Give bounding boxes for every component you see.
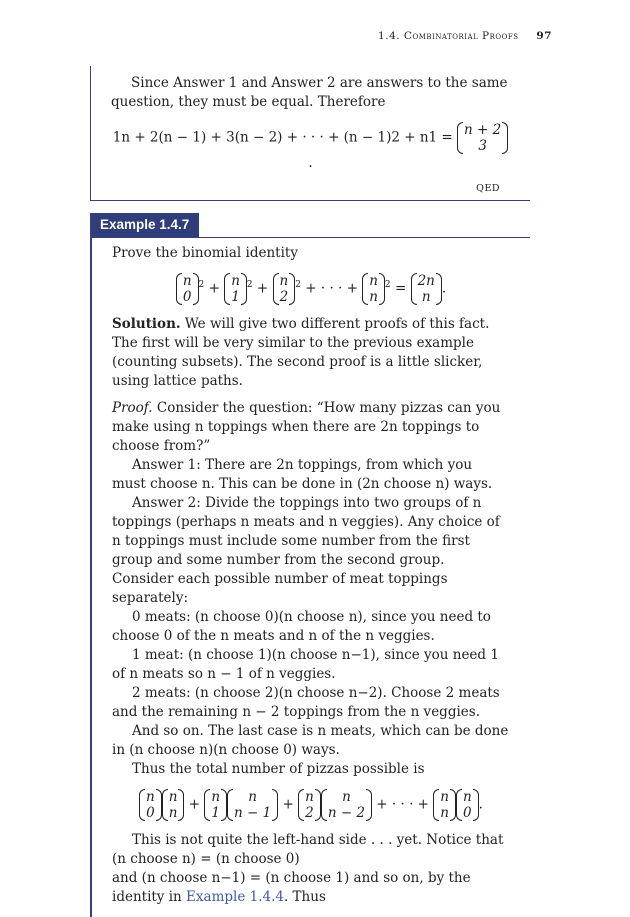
binomial: n 2 [273, 273, 296, 305]
binomial: n 2 [298, 789, 321, 821]
binomial: n n [433, 789, 456, 821]
closing-line-2 [112, 869, 510, 907]
identity-equation: n 0 $^2$ + n 1 $^2$ + n 2 $^2$ + · · · + n n $^2$ = 2n n . [112, 273, 510, 305]
example-label: Example 1.4.7 [92, 213, 199, 237]
section-title: 1.4. Combinatorial Proofs [378, 30, 519, 42]
example-frame [90, 213, 530, 917]
binom-bottom: 0 [182, 289, 192, 305]
binom-bottom: 3 [478, 138, 487, 154]
binomial: n n [362, 273, 385, 305]
solution-text: We will give two different proofs of this fact. The first will be very similar to the previous example (counting subsets). The second proof is a little slicker, using lattice paths. [112, 316, 490, 389]
binomial: n 0 [456, 789, 479, 821]
binom-bottom: 1 [231, 289, 240, 305]
case-2-meats: 2 meats: (n choose 2)(n choose n−2). Choose 2 meats and the remaining n − 2 toppings from the n veggies. [112, 685, 500, 720]
binomial: n 1 [224, 273, 247, 305]
binom-bottom: n [421, 289, 431, 305]
binomial: n n − 2 [321, 789, 372, 821]
proof-frame [90, 66, 530, 201]
binomial [457, 122, 508, 154]
proof-paragraph [112, 399, 510, 456]
answer2: Answer 2: Divide the toppings into two groups of n toppings (perhaps n meats and n veggies). Any choice of n toppings must include some number from the first group and some number from the second group. Consider each possible number of meat toppings separately: [112, 495, 500, 606]
closing-line-1: This is not quite the left-hand side . . . yet. Notice that (n choose n) = (n choose 0) [112, 832, 504, 867]
binom-top: n + 2 [464, 122, 502, 138]
closing-text: and (n choose n−1) = (n choose 1) and so on, by the identity in [112, 870, 471, 905]
conclusion-paragraph: Since Answer 1 and Answer 2 are answers to the same question, they must be equal. Therefore [111, 75, 508, 110]
case-0-meats: 0 meats: (n choose 0)(n choose n), since you need to choose 0 of the n meats and n of the n veggies. [112, 609, 491, 644]
page-number: 97 [536, 30, 552, 42]
solution-paragraph [112, 315, 510, 391]
binomial [411, 273, 442, 305]
binomial: n 0 [139, 789, 162, 821]
answer1: Answer 1: There are 2n toppings, from which you must choose n. This can be done in (2n choose n) ways. [112, 457, 493, 492]
case-1-meat: 1 meat: (n choose 1)(n choose n−1), since you need 1 of n meats so n − 1 of n veggies. [112, 647, 499, 682]
page-content [90, 66, 530, 917]
example-link[interactable]: Example 1.4.4 [186, 889, 284, 905]
binomial: n 1 [204, 789, 227, 821]
total-intro: Thus the total number of pizzas possible is [132, 761, 425, 777]
binom-bottom: n [369, 289, 378, 305]
binom-top: 2n [417, 273, 435, 289]
total-equation: n 0 n n + n 1 n n − 1 + n 2 n n − 2 + · · · + n n n 0 . [112, 789, 510, 821]
binom-bottom: 2 [279, 289, 289, 305]
proof-label: Proof. [112, 400, 153, 416]
binomial: n n [162, 789, 185, 821]
solution-label: Solution. [112, 316, 181, 332]
example-body [92, 238, 530, 917]
binomial: n n − 1 [227, 789, 278, 821]
qed-mark: QED [476, 183, 500, 194]
example-rule [92, 213, 530, 238]
binomial: n 0 [176, 273, 199, 305]
page-header [378, 30, 552, 42]
proof-text: Consider the question: “How many pizzas can you make using n toppings when there are 2n toppings to choose from?” [112, 400, 501, 454]
closing-tail: . Thus [283, 889, 326, 905]
example-intro: Prove the binomial identity [112, 245, 298, 261]
sum-equation: 1n + 2(n − 1) + 3(n − 2) + · · · + (n − 1)2 + n1 = n + 2 3 . [111, 122, 510, 173]
equation-lhs: 1n + 2(n − 1) + 3(n − 2) + · · · + (n − 1)2 + n1 = [112, 129, 453, 146]
case-n-meats: And so on. The last case is n meats, which can be done in (n choose n)(n choose 0) ways. [112, 723, 509, 758]
